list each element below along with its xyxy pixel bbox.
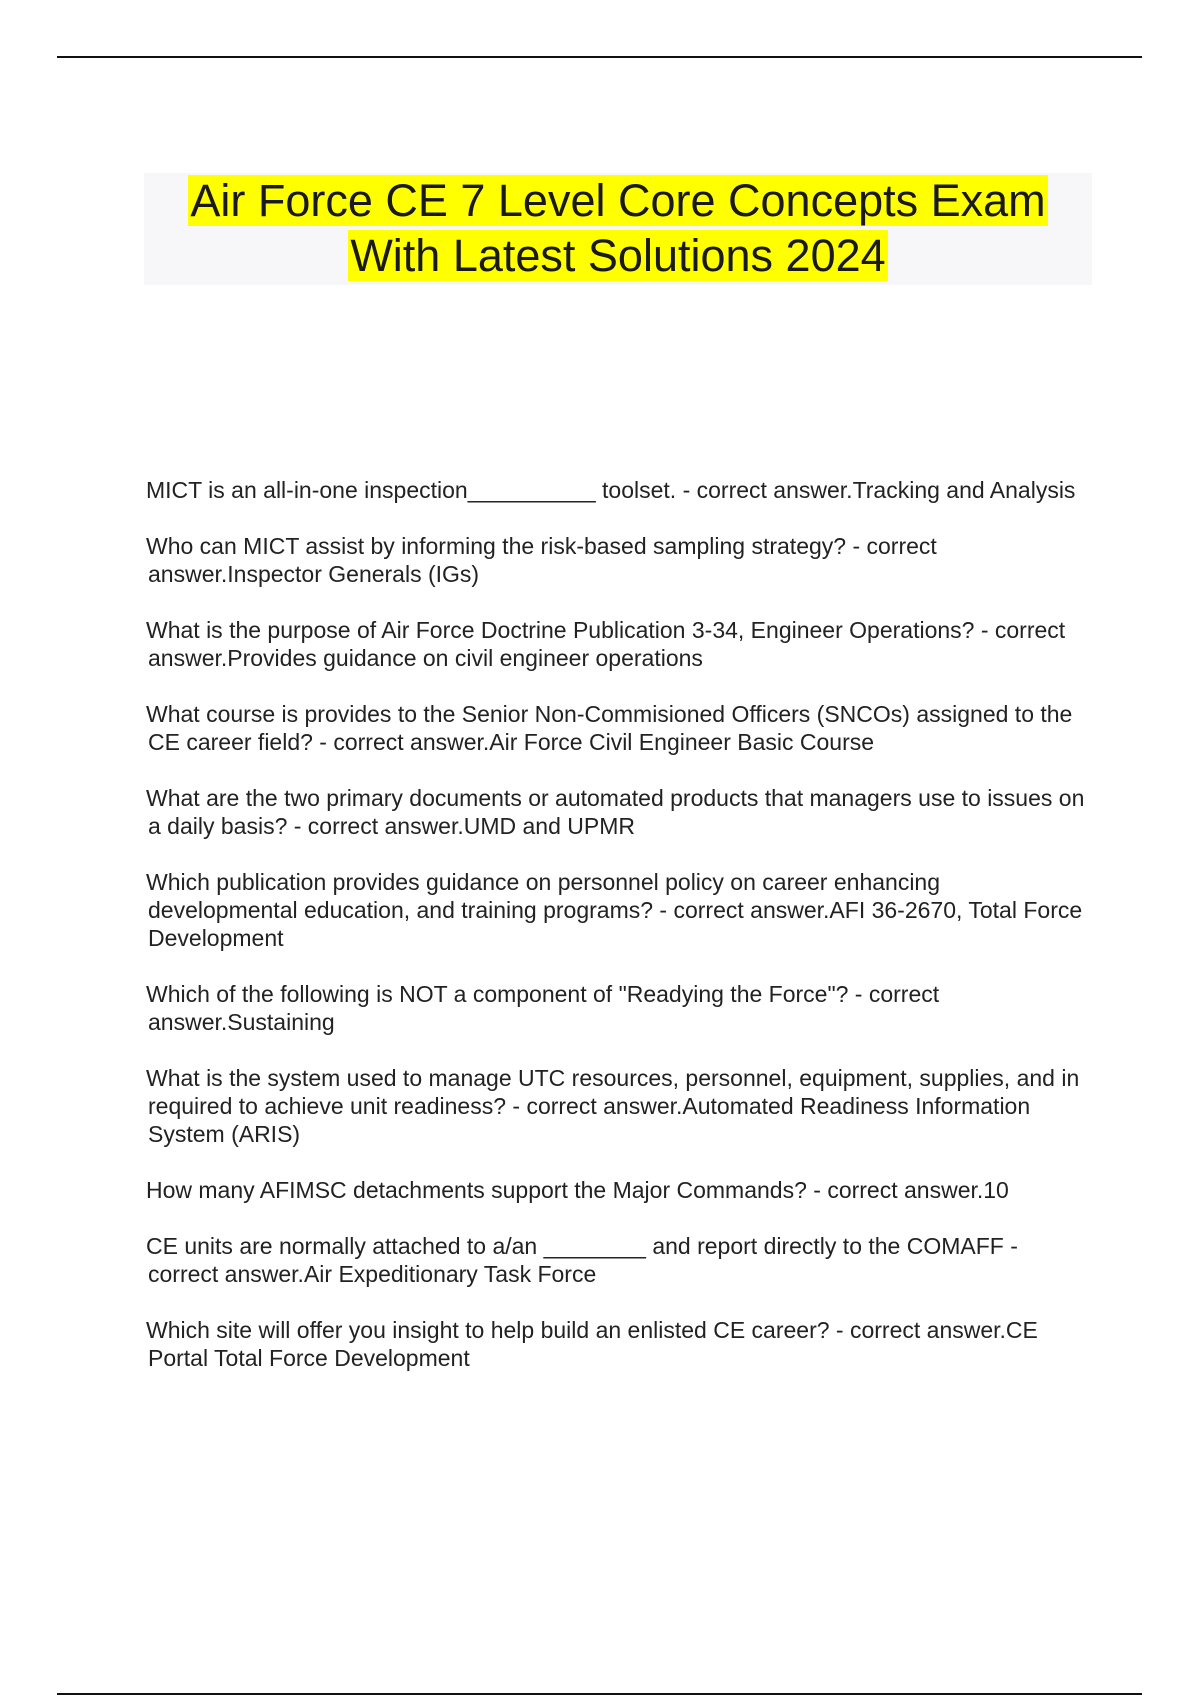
qa-item: Which site will offer you insight to help build an enlisted CE career? - correct answer.CE Portal Total Force Development: [146, 1317, 1038, 1371]
top-rule: [57, 56, 1142, 58]
qa-item: CE units are normally attached to a/an ________ and report directly to the COMAFF - correct answer.Air Expeditionary Task Force: [146, 1233, 1018, 1287]
qa-item: What are the two primary documents or automated products that managers use to issues on a daily basis? - correct answer.UMD and UPMR: [146, 785, 1085, 839]
question-answer-list: [146, 476, 1091, 1400]
qa-item: Who can MICT assist by informing the risk-based sampling strategy? - correct answer.Inspector Generals (IGs): [146, 533, 937, 587]
qa-item: What is the purpose of Air Force Doctrine Publication 3-34, Engineer Operations? - correct answer.Provides guidance on civil engineer operations: [146, 617, 1066, 671]
qa-item: What course is provides to the Senior Non-Commisioned Officers (SNCOs) assigned to the CE career field? - correct answer.Air Force Civil Engineer Basic Course: [146, 701, 1073, 755]
qa-item: Which of the following is NOT a component of "Readying the Force"? - correct answer.Sustaining: [146, 981, 940, 1035]
title-block: [144, 173, 1092, 285]
bottom-rule: [57, 1693, 1142, 1695]
document-title-line-2: With Latest Solutions 2024: [350, 230, 886, 281]
qa-item: How many AFIMSC detachments support the Major Commands? - correct answer.10: [146, 1177, 1009, 1203]
qa-item: MICT is an all-in-one inspection__________ toolset. - correct answer.Tracking and Analysis: [146, 477, 1076, 503]
document-title-line-1: Air Force CE 7 Level Core Concepts Exam: [190, 175, 1046, 226]
qa-item: What is the system used to manage UTC resources, personnel, equipment, supplies, and in required to achieve unit readiness? - correct answer.Automated Readiness Information System (ARIS): [146, 1065, 1080, 1147]
qa-item: Which publication provides guidance on personnel policy on career enhancing developmental education, and training programs? - correct answer.AFI 36-2670, Total Force Development: [146, 869, 1083, 951]
